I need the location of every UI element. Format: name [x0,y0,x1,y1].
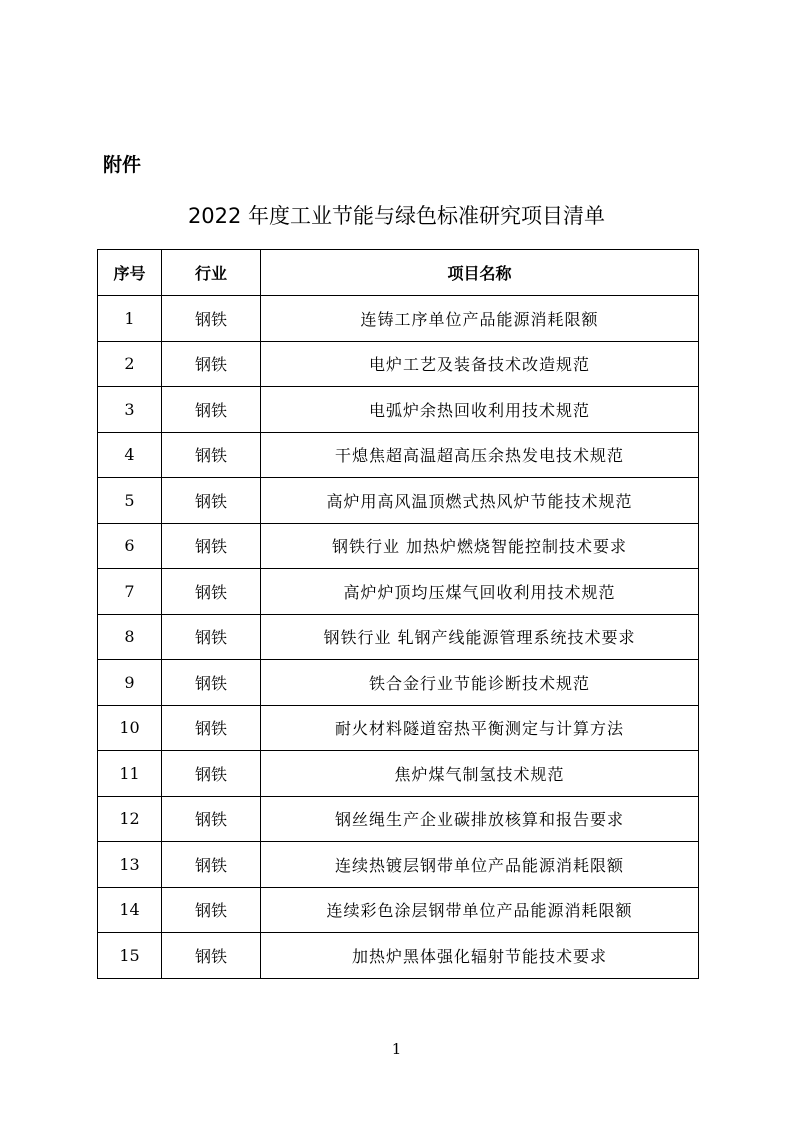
cell-project-name: 电弧炉余热回收利用技术规范 [261,387,699,433]
table-row [98,432,699,478]
cell-project-name: 加热炉黑体强化辐射节能技术要求 [261,933,699,979]
cell-project-name: 高炉用高风温顶燃式热风炉节能技术规范 [261,478,699,524]
attachment-label: 附件 [103,154,142,176]
cell-industry: 钢铁 [162,705,261,751]
cell-industry: 钢铁 [162,296,261,342]
cell-industry: 钢铁 [162,887,261,933]
cell-no: 3 [98,387,162,433]
table-row [98,569,699,615]
cell-project-name: 连续热镀层钢带单位产品能源消耗限额 [261,842,699,888]
table-row [98,614,699,660]
cell-industry: 钢铁 [162,387,261,433]
table-row [98,842,699,888]
cell-no: 11 [98,751,162,797]
cell-no: 13 [98,842,162,888]
cell-project-name: 高炉炉顶均压煤气回收利用技术规范 [261,569,699,615]
cell-industry: 钢铁 [162,660,261,706]
cell-industry: 钢铁 [162,614,261,660]
cell-project-name: 干熄焦超高温超高压余热发电技术规范 [261,432,699,478]
cell-no: 14 [98,887,162,933]
header-project-name: 项目名称 [261,250,699,296]
table-row [98,478,699,524]
cell-no: 8 [98,614,162,660]
table-row [98,933,699,979]
cell-no: 12 [98,796,162,842]
table-row [98,387,699,433]
table-row [98,796,699,842]
document-title: 2022 年度工业节能与绿色标准研究项目清单 [187,204,606,228]
cell-no: 2 [98,341,162,387]
cell-industry: 钢铁 [162,478,261,524]
cell-no: 15 [98,933,162,979]
header-no: 序号 [98,250,162,296]
cell-no: 9 [98,660,162,706]
cell-project-name: 钢铁行业 加热炉燃烧智能控制技术要求 [261,523,699,569]
page-number: 1 [391,1040,402,1058]
cell-project-name: 焦炉煤气制氢技术规范 [261,751,699,797]
cell-industry: 钢铁 [162,432,261,478]
cell-industry: 钢铁 [162,933,261,979]
cell-no: 7 [98,569,162,615]
cell-industry: 钢铁 [162,796,261,842]
header-industry: 行业 [162,250,261,296]
table-row [98,660,699,706]
project-table [97,249,699,979]
cell-no: 5 [98,478,162,524]
cell-project-name: 耐火材料隧道窑热平衡测定与计算方法 [261,705,699,751]
cell-industry: 钢铁 [162,751,261,797]
table-row [98,887,699,933]
cell-industry: 钢铁 [162,523,261,569]
cell-project-name: 钢铁行业 轧钢产线能源管理系统技术要求 [261,614,699,660]
cell-no: 10 [98,705,162,751]
table-row [98,705,699,751]
table-row [98,523,699,569]
table-row [98,296,699,342]
cell-industry: 钢铁 [162,842,261,888]
cell-project-name: 连续彩色涂层钢带单位产品能源消耗限额 [261,887,699,933]
cell-no: 1 [98,296,162,342]
cell-project-name: 钢丝绳生产企业碳排放核算和报告要求 [261,796,699,842]
table-header-row [98,250,699,296]
cell-industry: 钢铁 [162,341,261,387]
cell-no: 4 [98,432,162,478]
cell-project-name: 连铸工序单位产品能源消耗限额 [261,296,699,342]
cell-industry: 钢铁 [162,569,261,615]
cell-project-name: 电炉工艺及装备技术改造规范 [261,341,699,387]
cell-project-name: 铁合金行业节能诊断技术规范 [261,660,699,706]
table-row [98,751,699,797]
table-row [98,341,699,387]
cell-no: 6 [98,523,162,569]
